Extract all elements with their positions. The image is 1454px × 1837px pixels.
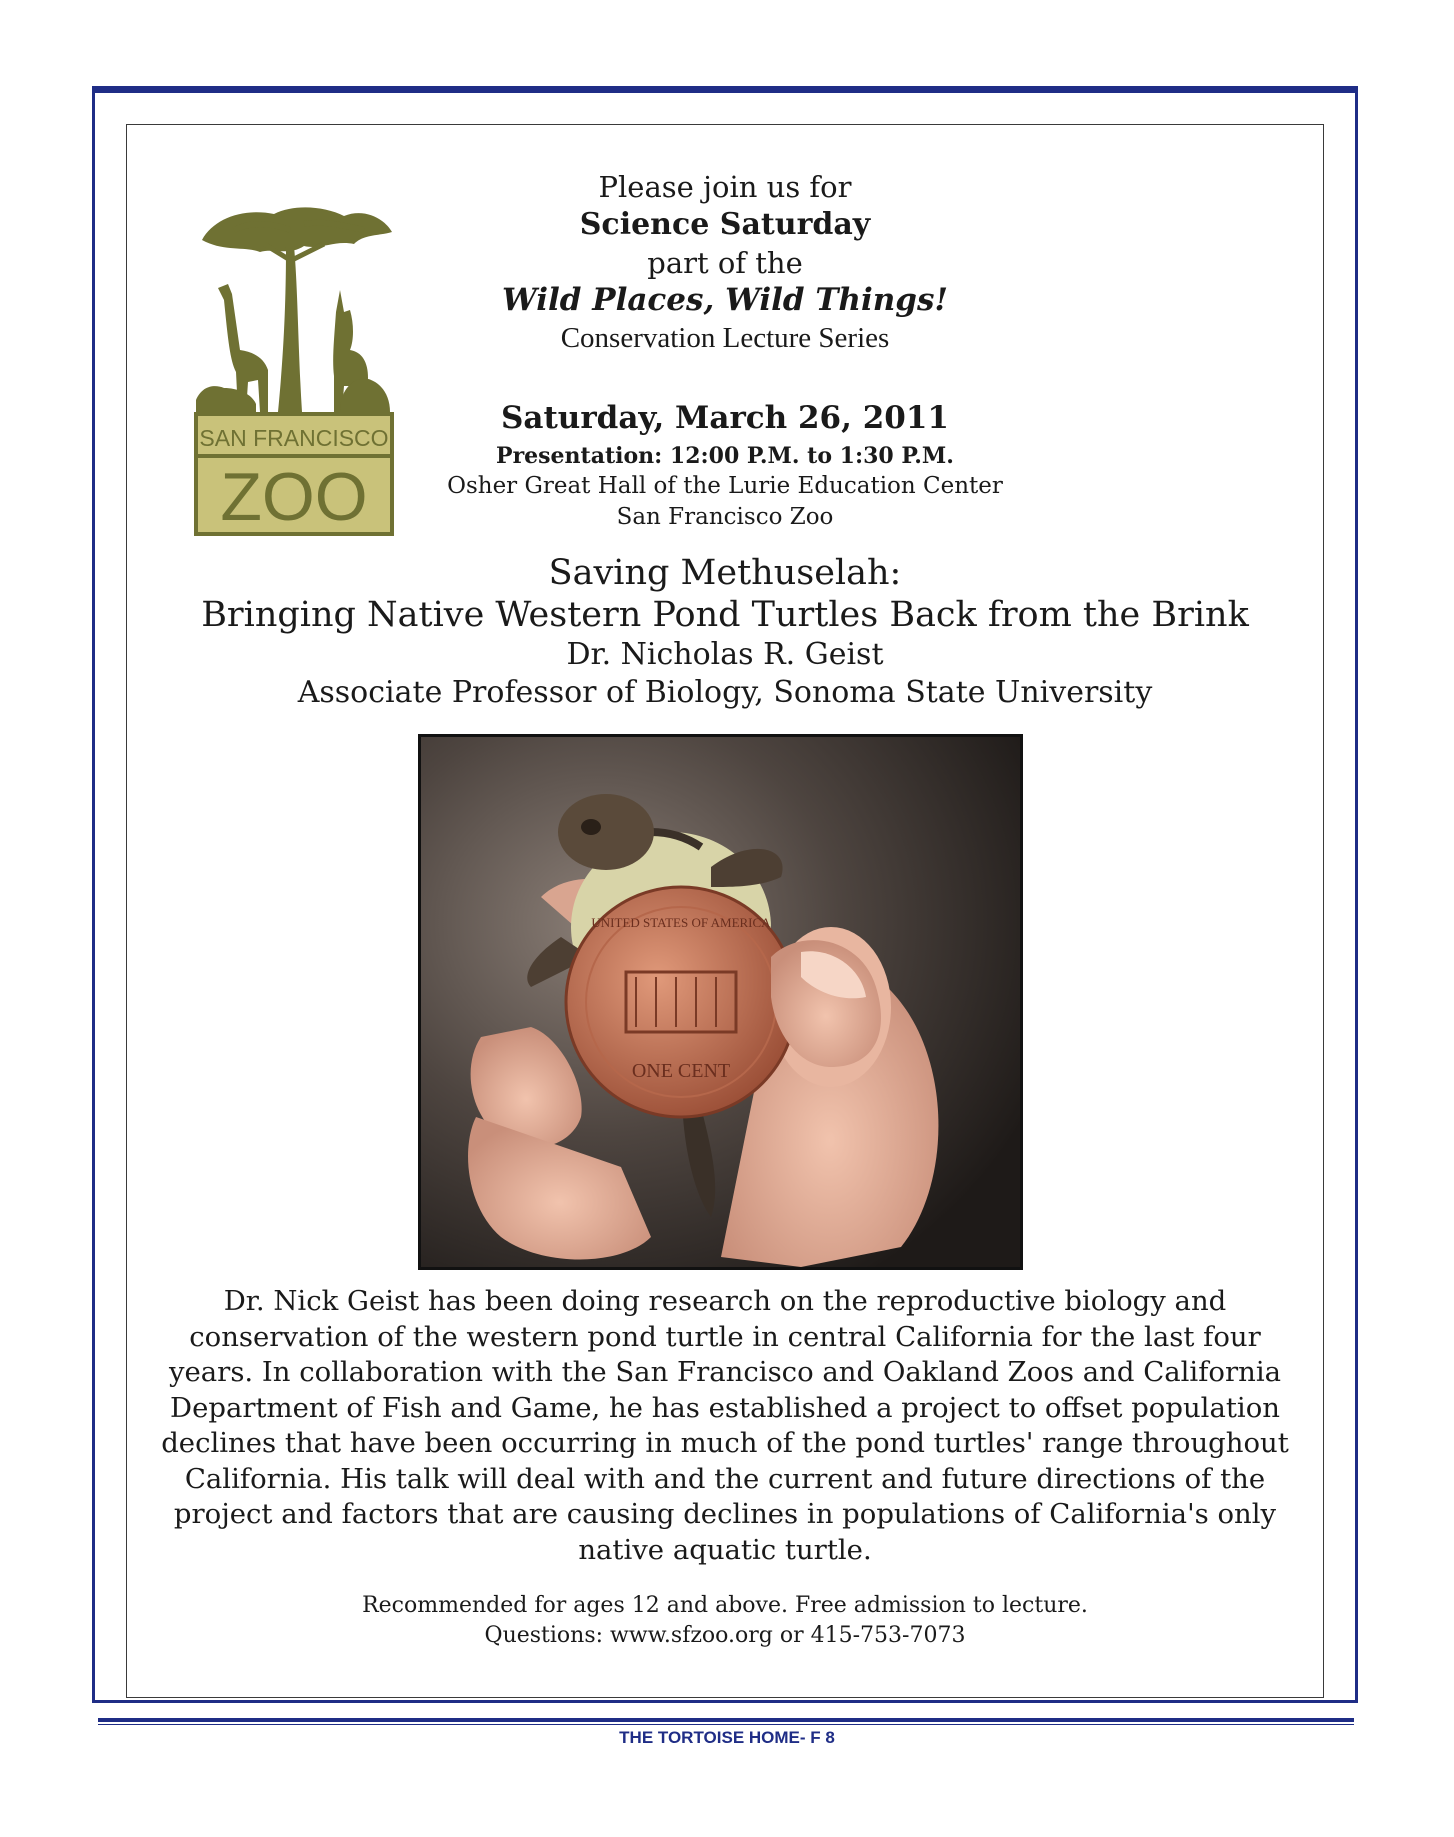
description-line: California. His talk will deal with and the current and future directions of the <box>184 1462 1266 1495</box>
event-place: San Francisco Zoo <box>616 504 834 530</box>
talk-title: Saving Methuselah: <box>548 553 902 593</box>
coin-top-text: UNITED STATES OF AMERICA <box>591 915 771 930</box>
event-date: Saturday, March 26, 2011 <box>500 400 949 436</box>
logo-line1: SAN FRANCISCO <box>199 425 389 451</box>
coin-bottom-text: ONE CENT <box>631 1060 731 1082</box>
description-line: Department of Fish and Game, he has established a project to offset population <box>170 1391 1280 1424</box>
lecture-series-name: Conservation Lecture Series <box>560 322 890 354</box>
speaker-name: Dr. Nicholas R. Geist <box>566 637 884 672</box>
talk-subtitle: Bringing Native Western Pond Turtles Back from the Brink <box>201 595 1249 635</box>
description-line: declines that have been occurring in much of the pond turtles' range throughout <box>161 1427 1289 1459</box>
event-time: Presentation: 12:00 P.M. to 1:30 P.M. <box>496 443 954 469</box>
speaker-affiliation: Associate Professor of Biology, Sonoma State University <box>297 675 1153 710</box>
description-line: Dr. Nick Geist has been doing research on the reproductive biology and <box>223 1285 1227 1317</box>
logo-line2: ZOO <box>220 459 368 535</box>
series-name: Science Saturday <box>579 207 871 242</box>
turtle-hatchling-on-penny-photo <box>421 737 1020 1267</box>
footer-rule-thin <box>98 1724 1354 1725</box>
intro-line-3: part of the <box>647 246 803 280</box>
description-line: native aquatic turtle. <box>578 1533 872 1566</box>
description-line: years. In collaboration with the San Francisco and Oakland Zoos and California <box>168 1356 1282 1388</box>
contact-note: Questions: www.sfzoo.org or 415-753-7073 <box>484 1623 966 1648</box>
footer-rule <box>98 1718 1354 1722</box>
intro-line-1: Please join us for <box>598 170 852 204</box>
newsletter-footer: THE TORTOISE HOME- F 8 <box>619 1728 835 1747</box>
series-tagline: Wild Places, Wild Things! <box>501 282 949 318</box>
event-venue: Osher Great Hall of the Lurie Education Center <box>447 473 1003 499</box>
age-admission-note: Recommended for ages 12 and above. Free admission to lecture. <box>362 1593 1088 1618</box>
description-line: conservation of the western pond turtle in central California for the last four <box>189 1320 1261 1353</box>
speaker-description <box>160 1284 1290 1568</box>
description-line: project and factors that are causing declines in populations of California's only <box>173 1498 1277 1530</box>
turtle-photo <box>418 734 1023 1270</box>
